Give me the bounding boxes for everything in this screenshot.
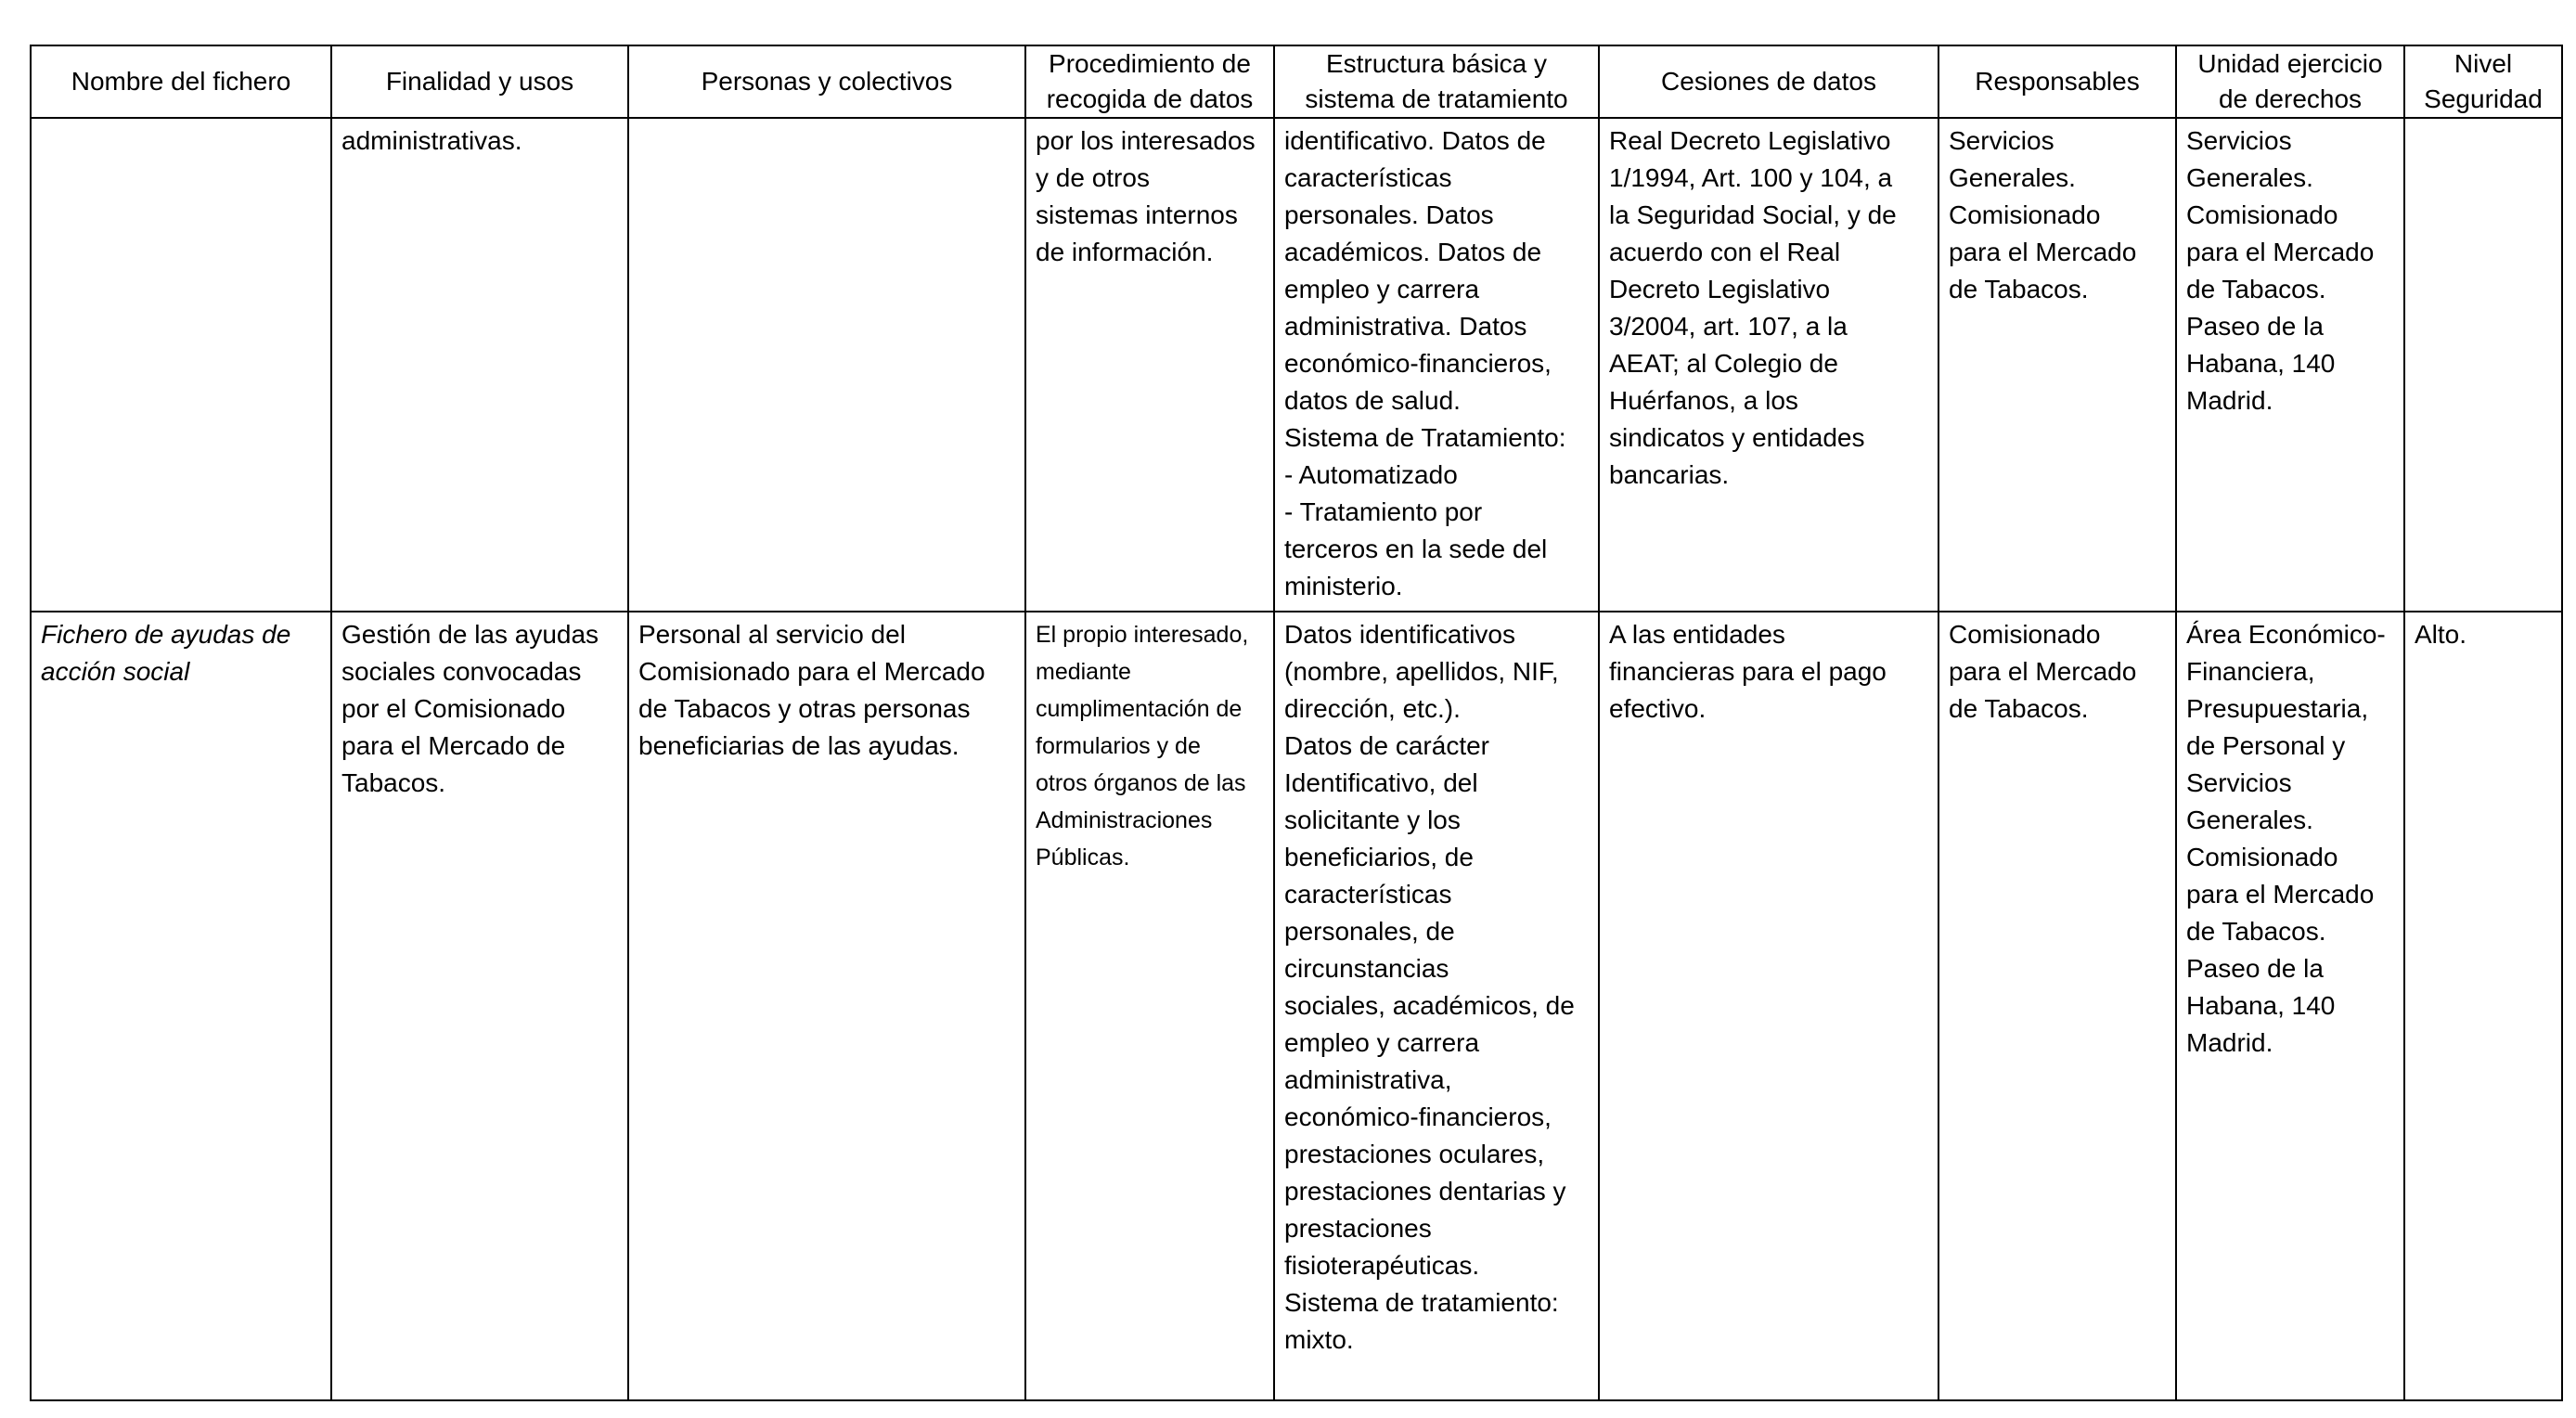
cell-cesiones [1599,118,1938,612]
cell-responsables [1938,612,2176,1400]
cell-finalidad-text: Gestión de las ayudas sociales convocadas por el Comisionado para el Mercado de Tabacos. [341,620,599,797]
cell-estructura [1274,118,1599,612]
cell-procedimiento [1025,118,1274,612]
cell-procedimiento [1025,612,1274,1400]
header-procedimiento-recogida: Procedimiento de recogida de datos [1025,45,1274,118]
cell-unidad-text: Servicios Generales. Comisionado para el Mercado de Tabacos. Paseo de la Habana, 140 Madrid. [2186,126,2375,415]
cell-nombre [31,612,331,1400]
cell-cesiones [1599,612,1938,1400]
cell-nivel [2404,118,2562,612]
cell-unidad [2176,612,2404,1400]
cell-responsables-text: Servicios Generales. Comisionado para el Mercado de Tabacos. [1949,126,2137,303]
cell-personas [628,118,1025,612]
header-estructura-basica: Estructura básica y sistema de tratamiento [1274,45,1599,118]
header-nombre-fichero: Nombre del fichero [31,45,331,118]
header-finalidad-usos: Finalidad y usos [331,45,628,118]
cell-finalidad [331,118,628,612]
cell-cesiones-text: A las entidades financieras para el pago efectivo. [1609,620,1887,723]
cell-estructura-text: Datos identificativos (nombre, apellidos, NIF, dirección, etc.). Datos de carácter Identificativo, del solicitante y los beneficiarios, de características personales, de circunstancias sociales, académicos, de empleo y carrera administrativa, económico-financieros, prestaciones oculares, prestaciones dentarias y prestaciones fisioterapéuticas. Sistema de tratamiento: mixto. [1284,620,1575,1354]
header-responsables: Responsables [1938,45,2176,118]
cell-cesiones-text: Real Decreto Legislativo 1/1994, Art. 100 y 104, a la Seguridad Social, y de acuerdo con el Real Decreto Legislativo 3/2004, art. 107, a la AEAT; al Colegio de Huérfanos, a los sindicatos y entidades bancarias. [1609,126,1897,489]
data-files-table [30,45,2563,1401]
cell-finalidad-text: administrativas. [341,126,522,155]
cell-responsables-text: Comisionado para el Mercado de Tabacos. [1949,620,2137,723]
table-row [31,118,2562,612]
header-nivel-seguridad: Nivel Seguridad [2404,45,2562,118]
cell-unidad [2176,118,2404,612]
cell-procedimiento-text: por los interesados y de otros sistemas internos de información. [1036,126,1256,266]
header-cesiones-datos: Cesiones de datos [1599,45,1938,118]
cell-nombre [31,118,331,612]
cell-finalidad [331,612,628,1400]
cell-nivel [2404,612,2562,1400]
cell-unidad-text: Área Económico- Financiera, Presupuestaria, de Personal y Servicios Generales. Comisionado para el Mercado de Tabacos. Paseo de la Habana, 140 Madrid. [2186,620,2386,1057]
cell-nombre-text: Fichero de ayudas de acción social [41,620,291,686]
header-row [31,45,2562,118]
cell-estructura-text: identificativo. Datos de características personales. Datos académicos. Datos de empleo y carrera administrativa. Datos económico-financieros, datos de salud. Sistema de Tratamiento: - Automatizado - Tratamiento por terceros en la sede del ministerio. [1284,126,1566,600]
header-unidad-ejercicio-derechos: Unidad ejercicio de derechos [2176,45,2404,118]
cell-personas-text: Personal al servicio del Comisionado para el Mercado de Tabacos y otras personas beneficiarias de las ayudas. [638,620,985,760]
cell-nivel-text: Alto. [2415,620,2467,649]
cell-personas [628,612,1025,1400]
cell-estructura [1274,612,1599,1400]
cell-procedimiento-text: El propio interesado, mediante cumplimentación de formularios y de otros órganos de las Administraciones Públicas. [1036,622,1249,870]
table-row [31,612,2562,1400]
cell-responsables [1938,118,2176,612]
header-personas-colectivos: Personas y colectivos [628,45,1025,118]
